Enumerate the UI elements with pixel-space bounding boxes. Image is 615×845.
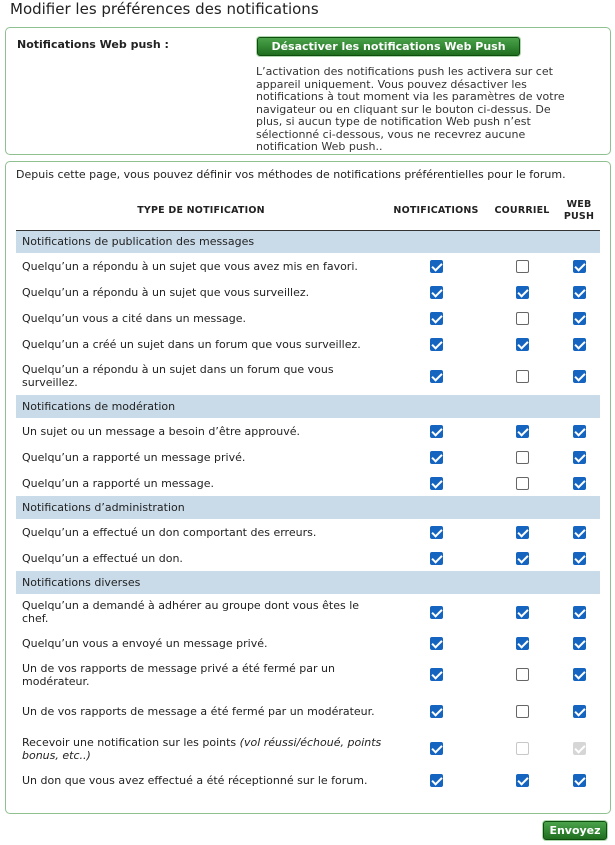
notification-label	[16, 418, 386, 444]
webpush-checkbox[interactable]	[573, 312, 586, 325]
notification-row	[16, 656, 600, 693]
intro-text: Depuis cette page, vous pouvez définir vos méthodes de notifications préférentielles pour le forum.	[16, 168, 566, 181]
notification-label-text: Un de vos rapports de message a été fermé par un modérateur.	[22, 705, 375, 718]
notification-row	[16, 730, 600, 767]
email-checkbox-cell	[486, 305, 558, 331]
webpush-checkbox-cell	[558, 444, 600, 470]
notification-label-note: (vol réussi/échoué, points bonus, etc..)	[22, 735, 382, 762]
email-checkbox-cell	[486, 656, 558, 693]
notification-label	[16, 331, 386, 357]
webpush-checkbox-cell	[558, 253, 600, 279]
notification-row	[16, 594, 600, 630]
section-title: Notifications de modération	[16, 395, 600, 418]
webpush-checkbox[interactable]	[573, 338, 586, 351]
notification-row	[16, 545, 600, 571]
notification-label	[16, 279, 386, 305]
webpush-checkbox-cell	[558, 305, 600, 331]
email-checkbox-cell	[486, 253, 558, 279]
notification-label-text: Quelqu’un a créé un sujet dans un forum que vous surveillez.	[22, 337, 361, 351]
notifications-checkbox[interactable]	[430, 425, 443, 438]
webpush-checkbox[interactable]	[573, 637, 586, 650]
webpush-checkbox-cell	[558, 357, 600, 395]
email-checkbox-cell	[486, 594, 558, 630]
notifications-checkbox-cell	[386, 357, 486, 395]
notifications-checkbox[interactable]	[430, 705, 443, 718]
notification-label	[16, 767, 386, 793]
notification-label	[16, 693, 386, 730]
notification-label	[16, 519, 386, 545]
section-title: Notifications diverses	[16, 571, 600, 594]
webpush-checkbox[interactable]	[573, 774, 586, 787]
email-checkbox-cell	[486, 630, 558, 656]
notification-label-text: Quelqu’un a effectué un don.	[22, 551, 183, 565]
notification-table	[16, 192, 600, 793]
notification-row	[16, 253, 600, 279]
email-checkbox-cell	[486, 418, 558, 444]
email-checkbox[interactable]	[516, 668, 529, 681]
notification-row	[16, 693, 600, 730]
notification-label-text: Quelqu’un vous a cité dans un message.	[22, 311, 246, 325]
email-checkbox-cell	[486, 279, 558, 305]
webpush-checkbox[interactable]	[573, 451, 586, 464]
preferences-panel	[5, 161, 611, 814]
notifications-checkbox[interactable]	[430, 526, 443, 539]
webpush-checkbox-cell	[558, 331, 600, 357]
notifications-checkbox[interactable]	[430, 286, 443, 299]
webpush-checkbox-cell	[558, 545, 600, 571]
section-title: Notifications d’administration	[16, 496, 600, 519]
notifications-checkbox[interactable]	[430, 370, 443, 383]
section-title: Notifications de publication des messages	[16, 230, 600, 253]
col-webpush-header	[558, 192, 600, 230]
notification-label	[16, 305, 386, 331]
notification-label	[16, 253, 386, 279]
notification-label-text: Un sujet ou un message a besoin d’être approuvé.	[22, 424, 300, 438]
notifications-checkbox[interactable]	[430, 312, 443, 325]
section-header	[16, 230, 600, 253]
email-checkbox-cell	[486, 545, 558, 571]
email-checkbox[interactable]	[516, 705, 529, 718]
notifications-checkbox[interactable]	[430, 260, 443, 273]
notifications-checkbox[interactable]	[430, 668, 443, 681]
notifications-checkbox-cell	[386, 767, 486, 793]
notification-rows	[16, 230, 600, 793]
section-header	[16, 496, 600, 519]
notifications-checkbox-cell	[386, 594, 486, 630]
email-checkbox[interactable]	[516, 260, 529, 273]
notification-label-text: Un don que vous avez effectué a été réceptionné sur le forum.	[22, 773, 368, 787]
notifications-checkbox[interactable]	[430, 552, 443, 565]
section-header	[16, 571, 600, 594]
notification-row	[16, 444, 600, 470]
notification-row	[16, 331, 600, 357]
notifications-checkbox-cell	[386, 656, 486, 693]
webpush-checkbox-cell	[558, 630, 600, 656]
notifications-checkbox[interactable]	[430, 637, 443, 650]
email-checkbox[interactable]	[516, 425, 529, 438]
notification-label	[16, 656, 386, 693]
notifications-checkbox[interactable]	[430, 774, 443, 787]
notification-label	[16, 630, 386, 656]
notifications-checkbox-cell	[386, 545, 486, 571]
notification-row	[16, 279, 600, 305]
email-checkbox[interactable]	[516, 338, 529, 351]
notifications-checkbox-cell	[386, 630, 486, 656]
notifications-checkbox-cell	[386, 470, 486, 496]
webpush-checkbox-cell	[558, 594, 600, 630]
email-checkbox[interactable]	[516, 606, 529, 619]
email-checkbox-cell	[486, 444, 558, 470]
notification-label	[16, 470, 386, 496]
notification-label	[16, 357, 386, 395]
notification-label-text: Quelqu’un a répondu à un sujet que vous surveillez.	[22, 285, 310, 299]
notifications-checkbox-cell	[386, 519, 486, 545]
notification-label-text: Un de vos rapports de message privé a été fermé par un modérateur.	[22, 661, 335, 688]
webpush-label: Notifications Web push :	[17, 38, 169, 51]
webpush-checkbox-cell	[558, 519, 600, 545]
webpush-checkbox-cell	[558, 693, 600, 730]
notification-label-text: Quelqu’un a effectué un don comportant des erreurs.	[22, 525, 317, 539]
notifications-checkbox-cell	[386, 730, 486, 767]
notifications-checkbox-cell	[386, 693, 486, 730]
email-checkbox[interactable]	[516, 286, 529, 299]
email-checkbox-cell	[486, 470, 558, 496]
webpush-checkbox-cell	[558, 767, 600, 793]
page-title: Modifier les préférences des notifications	[10, 0, 319, 18]
notifications-checkbox-cell	[386, 279, 486, 305]
webpush-checkbox-cell	[558, 656, 600, 693]
webpush-panel	[5, 27, 611, 155]
webpush-checkbox-cell	[558, 418, 600, 444]
notifications-checkbox-cell	[386, 305, 486, 331]
notification-label	[16, 545, 386, 571]
notification-label-text: Quelqu’un a rapporté un message privé.	[22, 450, 246, 464]
notification-row	[16, 418, 600, 444]
section-header	[16, 395, 600, 418]
email-checkbox[interactable]	[516, 312, 529, 325]
notification-label	[16, 444, 386, 470]
email-checkbox-cell	[486, 519, 558, 545]
notification-row	[16, 519, 600, 545]
email-checkbox[interactable]	[516, 451, 529, 464]
webpush-checkbox[interactable]	[573, 526, 586, 539]
email-checkbox[interactable]	[516, 370, 529, 383]
email-checkbox[interactable]	[516, 477, 529, 490]
webpush-checkbox[interactable]	[573, 286, 586, 299]
notification-row	[16, 630, 600, 656]
notification-label-text: Recevoir une notification sur les points	[22, 735, 237, 749]
webpush-checkbox[interactable]	[573, 705, 586, 718]
webpush-checkbox	[573, 742, 586, 755]
email-checkbox-cell	[486, 730, 558, 767]
webpush-checkbox[interactable]	[573, 606, 586, 619]
notification-row	[16, 470, 600, 496]
webpush-checkbox-cell	[558, 730, 600, 767]
email-checkbox-cell	[486, 357, 558, 395]
email-checkbox	[516, 742, 529, 755]
col-notifications-header: NOTIFICATIONS	[386, 192, 486, 230]
col-type-header: TYPE DE NOTIFICATION	[16, 192, 386, 230]
notification-label	[16, 594, 386, 630]
notification-row	[16, 767, 600, 793]
col-webpush-line2: PUSH	[563, 210, 595, 222]
email-checkbox[interactable]	[516, 637, 529, 650]
disable-webpush-button[interactable]: Désactiver les notifications Web Push	[257, 37, 520, 56]
webpush-description: L’activation des notifications push les activera sur cet appareil uniquement. Vous pouvez désactiver les notifications à tout moment via les paramètres de votre navigateur ou en cliquant sur le bouton ci-dessus. De plus, si aucun type de notification Web push n’est sélectionné ci-dessous, vous ne recevrez aucune notification Web push..	[256, 65, 565, 153]
webpush-checkbox[interactable]	[573, 260, 586, 273]
notifications-checkbox-cell	[386, 331, 486, 357]
notification-label	[16, 730, 386, 767]
webpush-checkbox[interactable]	[573, 477, 586, 490]
notifications-checkbox[interactable]	[430, 606, 443, 619]
col-email-header: COURRIEL	[486, 192, 558, 230]
col-webpush-line1: WEB	[566, 198, 592, 210]
email-checkbox-cell	[486, 693, 558, 730]
submit-button[interactable]: Envoyez	[543, 821, 607, 840]
email-checkbox-cell	[486, 767, 558, 793]
notifications-checkbox-cell	[386, 444, 486, 470]
notifications-checkbox-cell	[386, 253, 486, 279]
notifications-checkbox[interactable]	[430, 451, 443, 464]
notification-row	[16, 305, 600, 331]
notification-label-text: Quelqu’un a répondu à un sujet que vous avez mis en favori.	[22, 259, 358, 273]
webpush-checkbox-cell	[558, 279, 600, 305]
webpush-checkbox[interactable]	[573, 668, 586, 681]
notifications-checkbox[interactable]	[430, 338, 443, 351]
webpush-checkbox[interactable]	[573, 425, 586, 438]
webpush-checkbox-cell	[558, 470, 600, 496]
notification-row	[16, 357, 600, 395]
webpush-checkbox[interactable]	[573, 370, 586, 383]
notification-label-text: Quelqu’un a rapporté un message.	[22, 476, 215, 490]
email-checkbox[interactable]	[516, 526, 529, 539]
notification-label-text: Quelqu’un vous a envoyé un message privé.	[22, 636, 268, 650]
email-checkbox[interactable]	[516, 552, 529, 565]
notifications-checkbox-cell	[386, 418, 486, 444]
webpush-checkbox[interactable]	[573, 552, 586, 565]
notification-label-text: Quelqu’un a demandé à adhérer au groupe dont vous êtes le chef.	[22, 599, 360, 625]
email-checkbox-cell	[486, 331, 558, 357]
notification-label-text: Quelqu’un a répondu à un sujet dans un forum que vous surveillez.	[22, 363, 334, 389]
email-checkbox[interactable]	[516, 774, 529, 787]
notifications-checkbox[interactable]	[430, 477, 443, 490]
notifications-checkbox[interactable]	[430, 742, 443, 755]
